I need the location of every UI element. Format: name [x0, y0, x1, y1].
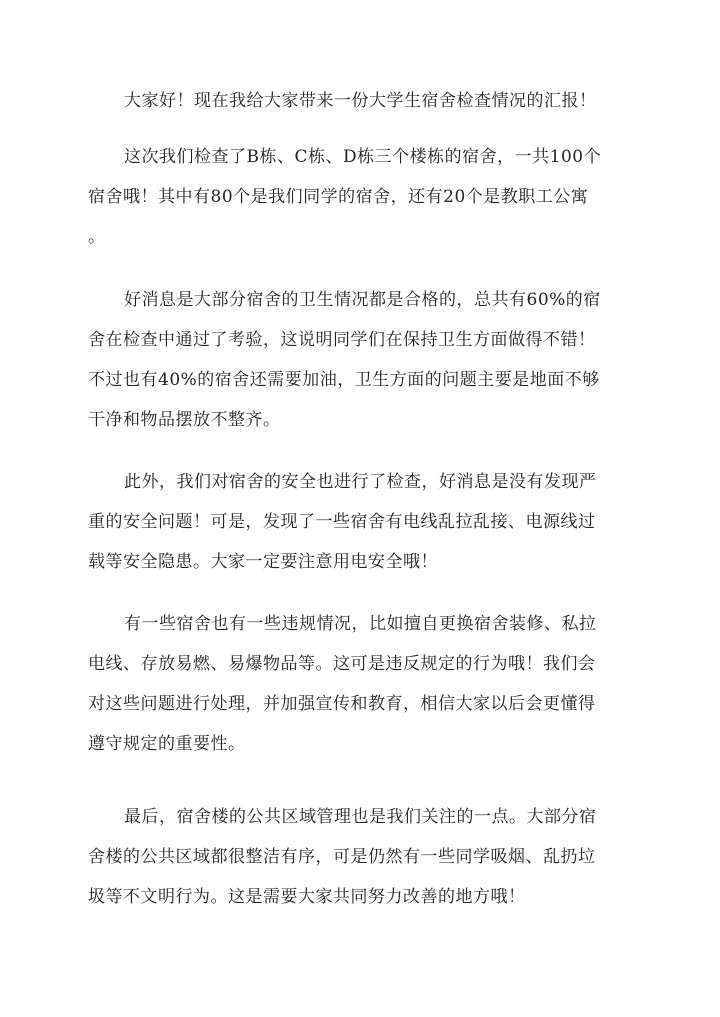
- text-line: 大家好！现在我给大家带来一份大学生宿舍检查情况的汇报！: [124, 91, 597, 111]
- paragraph-hygiene: [88, 280, 636, 440]
- text-line: 遵守规定的重要性。: [88, 734, 246, 754]
- text-line: 此外，我们对宿舍的安全也进行了检查，好消息是没有发现严: [124, 472, 597, 492]
- paragraph-public-areas: [88, 797, 636, 917]
- text-line: 对这些问题进行处理，并加强宣传和教育，相信大家以后会更懂得: [88, 694, 596, 714]
- text-line: 圾等不文明行为。这是需要大家共同努力改善的地方哦！: [88, 887, 526, 907]
- text-line: 舍在检查中通过了考验，这说明同学们在保持卫生方面做得不错！: [88, 330, 596, 350]
- text-line: 不过也有40%的宿舍还需要加油，卫生方面的问题主要是地面不够: [88, 370, 600, 390]
- text-line: 电线、存放易燃、易爆物品等。这可是违反规定的行为哦！我们会: [88, 654, 596, 674]
- paragraph-violations: [88, 604, 636, 764]
- paragraph-safety: [88, 462, 636, 582]
- text-line: 干净和物品摆放不整齐。: [88, 410, 281, 430]
- text-line: 舍楼的公共区域都很整洁有序，可是仍然有一些同学吸烟、乱扔垃: [88, 847, 596, 867]
- text-line: 载等安全隐患。大家一定要注意用电安全哦！: [88, 552, 438, 572]
- text-line: 好消息是大部分宿舍的卫生情况都是合格的，总共有60%的宿: [124, 290, 601, 310]
- text-line: 。: [88, 227, 106, 247]
- text-line: 重的安全问题！可是，发现了一些宿舍有电线乱拉乱接、电源线过: [88, 512, 596, 532]
- text-line: 最后，宿舍楼的公共区域管理也是我们关注的一点。大部分宿: [124, 807, 597, 827]
- paragraph-inspection-scope: [88, 137, 636, 257]
- paragraph-greeting: [88, 81, 636, 121]
- text-line: 宿舍哦！其中有80个是我们同学的宿舍，还有20个是教职工公寓: [88, 187, 589, 207]
- text-line: 有一些宿舍也有一些违规情况，比如擅自更换宿舍装修、私拉: [124, 614, 597, 634]
- text-line: 这次我们检查了B栋、C栋、D栋三个楼栋的宿舍，一共100个: [124, 147, 602, 167]
